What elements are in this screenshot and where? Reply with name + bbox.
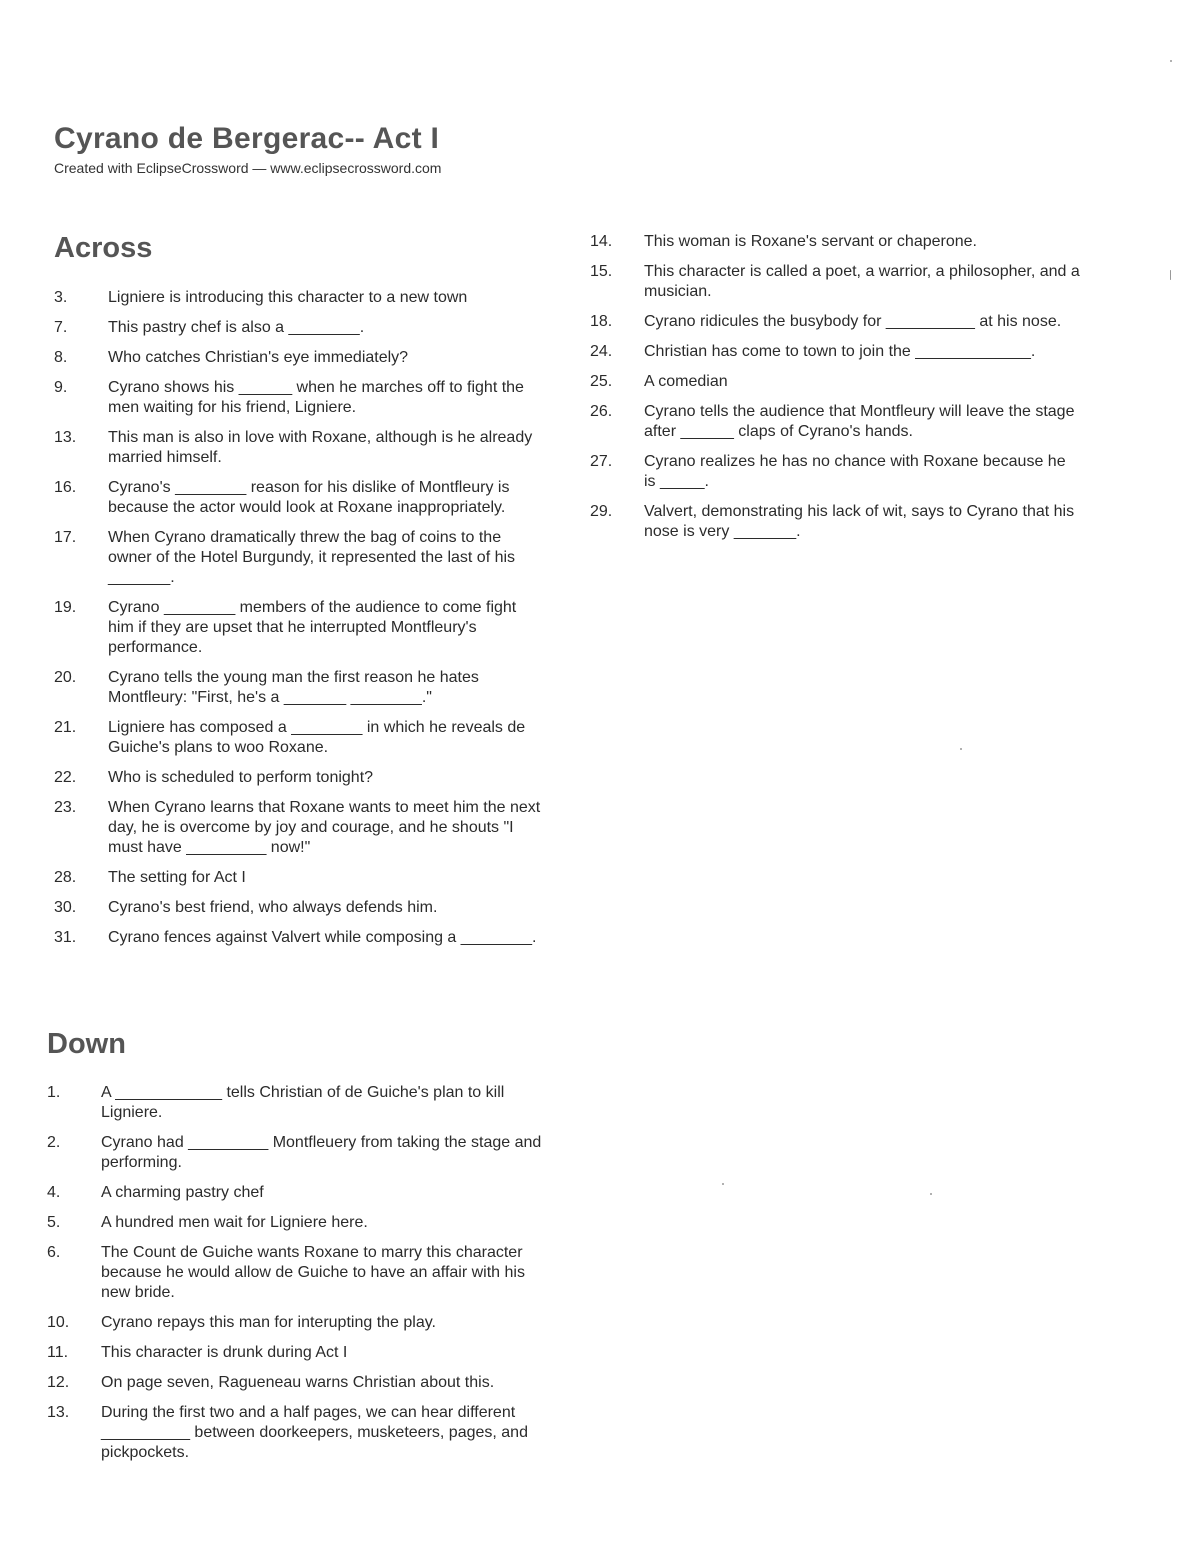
clue-item [54,288,544,308]
clue-number: 15. [590,263,613,280]
page-title: Cyrano de Bergerac-- Act I [54,122,440,155]
clue-text: Ligniere has composed a ________ in which he reveals de Guiche's plans to woo Roxane. [108,719,526,756]
clue-item [590,402,1080,442]
clue-number: 8. [54,349,68,366]
clue-item [54,928,544,948]
scan-speck [722,1183,724,1185]
clue-number: 16. [54,479,77,496]
clue-number: 12. [47,1374,70,1391]
page-subtitle: Created with EclipseCrossword — www.eclipsecrossword.com [54,160,442,176]
clue-number: 7. [54,319,68,336]
clue-text: A ____________ tells Christian of de Guiche's plan to kill Ligniere. [101,1084,505,1121]
clue-item [54,478,544,518]
clue-item [54,348,544,368]
clue-text: Cyrano had _________ Montfleuery from taking the stage and performing. [101,1134,542,1171]
clue-text: During the first two and a half pages, we can hear different __________ between doorkeepers, musketeers, pages, and pickpockets. [101,1404,528,1461]
clue-text: On page seven, Ragueneau warns Christian about this. [101,1374,495,1391]
clue-item [47,1183,542,1203]
clue-item [54,598,544,658]
clue-item [54,668,544,708]
clue-item [590,232,1080,252]
clue-text: Cyrano ________ members of the audience to come fight him if they are upset that he interrupted Montfleury's performance. [108,599,517,656]
clue-number: 9. [54,379,68,396]
down-heading: Down [47,1028,126,1060]
clue-number: 2. [47,1134,61,1151]
clue-item [54,318,544,338]
clue-number: 28. [54,869,77,886]
clue-number: 10. [47,1314,70,1331]
clue-number: 3. [54,289,68,306]
clue-item [590,262,1080,302]
clue-item [54,528,544,588]
clue-item [54,768,544,788]
clue-item [47,1343,542,1363]
clue-text: Christian has come to town to join the _____________. [644,343,1036,360]
clue-text: Cyrano's ________ reason for his dislike of Montfleury is because the actor would look at Roxane inappropriately. [108,479,510,516]
clue-item [47,1133,542,1173]
clue-text: This woman is Roxane's servant or chaperone. [644,233,977,250]
clue-text: This character is called a poet, a warrior, a philosopher, and a musician. [644,263,1080,300]
clue-number: 29. [590,503,613,520]
clue-item [590,312,1080,332]
clue-text: The Count de Guiche wants Roxane to marry this character because he would allow de Guiche to have an affair with his new bride. [101,1244,525,1301]
clue-number: 13. [54,429,77,446]
clue-text: Cyrano's best friend, who always defends him. [108,899,438,916]
clue-text: Cyrano realizes he has no chance with Roxane because he is _____. [644,453,1066,490]
clue-number: 11. [47,1344,69,1361]
clue-number: 30. [54,899,77,916]
clue-text: A hundred men wait for Ligniere here. [101,1214,368,1231]
clue-number: 24. [590,343,613,360]
clue-text: Cyrano ridicules the busybody for __________ at his nose. [644,313,1062,330]
clue-number: 27. [590,453,613,470]
clue-item [47,1373,542,1393]
clue-number: 6. [47,1244,61,1261]
clue-number: 31. [54,929,77,946]
clue-text: A charming pastry chef [101,1184,264,1201]
clue-text: Who is scheduled to perform tonight? [108,769,374,786]
clue-number: 18. [590,313,613,330]
clue-number: 22. [54,769,77,786]
clue-number: 13. [47,1404,70,1421]
clue-item [54,898,544,918]
clue-number: 21. [54,719,77,736]
clue-text: A comedian [644,373,728,390]
clue-number: 19. [54,599,77,616]
clue-text: Cyrano tells the audience that Montfleury will leave the stage after ______ claps of Cyrano's hands. [644,403,1075,440]
clue-item [47,1213,542,1233]
scan-speck [960,748,962,750]
clue-item [590,452,1080,492]
clue-number: 5. [47,1214,61,1231]
clue-item [54,798,544,858]
clue-text: Ligniere is introducing this character to a new town [108,289,468,306]
clue-item [54,428,544,468]
clue-text: Cyrano tells the young man the first reason he hates Montfleury: "First, he's a _______ ________." [108,669,479,706]
across-clue-list [54,288,544,958]
clue-text: Who catches Christian's eye immediately? [108,349,409,366]
clue-item [54,378,544,418]
scan-speck [930,1193,932,1195]
clue-number: 4. [47,1184,61,1201]
clue-text: Cyrano shows his ______ when he marches off to fight the men waiting for his friend, Ligniere. [108,379,524,416]
down-clue-list [47,1083,542,1473]
clue-item [47,1083,542,1123]
clue-text: When Cyrano dramatically threw the bag of coins to the owner of the Hotel Burgundy, it represented the last of his _______. [108,529,516,586]
clue-item [47,1403,542,1463]
clue-item [590,372,1080,392]
clue-text: This character is drunk during Act I [101,1344,348,1361]
clue-item [47,1313,542,1333]
clue-text: When Cyrano learns that Roxane wants to meet him the next day, he is overcome by joy and courage, and he shouts "I must have _________ now!" [108,799,541,856]
clue-number: 20. [54,669,77,686]
clue-number: 17. [54,529,77,546]
clue-text: This man is also in love with Roxane, although is he already married himself. [108,429,533,466]
clue-number: 26. [590,403,613,420]
clue-item [47,1243,542,1303]
clue-text: Valvert, demonstrating his lack of wit, says to Cyrano that his nose is very _______. [644,503,1075,540]
clue-item [54,718,544,758]
across-heading: Across [54,232,153,264]
clue-number: 1. [47,1084,61,1101]
clue-text: Cyrano repays this man for interupting the play. [101,1314,436,1331]
clue-item [590,502,1080,542]
clue-text: Cyrano fences against Valvert while composing a ________. [108,929,537,946]
scan-speck [1170,270,1171,280]
clue-number: 23. [54,799,77,816]
clue-text: The setting for Act I [108,869,246,886]
clue-number: 25. [590,373,613,390]
clue-text: This pastry chef is also a ________. [108,319,365,336]
scan-speck [1170,60,1172,62]
clue-item [590,342,1080,362]
across-clue-list-continued [590,232,1080,552]
clue-item [54,868,544,888]
clue-number: 14. [590,233,613,250]
